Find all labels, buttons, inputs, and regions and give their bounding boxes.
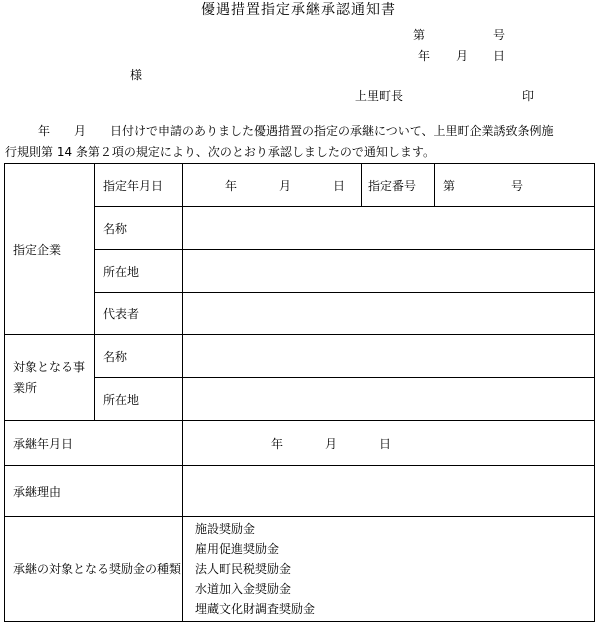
target-address-field[interactable] xyxy=(183,378,595,421)
succession-date-year: 年 xyxy=(271,436,284,451)
target-address-label: 所在地 xyxy=(95,378,183,421)
designated-company-label: 指定企業 xyxy=(5,164,95,335)
succession-reason-field[interactable] xyxy=(183,466,595,517)
incentive-item-water[interactable]: 水道加入金奨励金 xyxy=(195,582,292,596)
company-name-label: 名称 xyxy=(95,207,183,250)
succession-date-day: 日 xyxy=(379,436,392,451)
body-paragraph xyxy=(5,121,593,163)
designation-date-month: 月 xyxy=(279,178,292,193)
company-address-field[interactable] xyxy=(183,250,595,293)
designation-date-year: 年 xyxy=(225,178,238,193)
document-title: 優遇措置指定承継承認通知書 xyxy=(201,2,396,18)
company-address-label: 所在地 xyxy=(95,250,183,293)
body-line-1: 年 月 日付けで申請のありました優遇措置の指定の承継について、上里町企業誘致条例施 xyxy=(38,124,554,138)
designation-number-field[interactable] xyxy=(435,164,595,207)
doc-date-year: 年 xyxy=(418,49,431,63)
company-name-field[interactable] xyxy=(183,207,595,250)
designation-number-suffix: 号 xyxy=(511,178,524,193)
designation-date-field[interactable] xyxy=(183,164,362,207)
succession-form-table xyxy=(4,163,595,622)
incentive-item-facility[interactable]: 施設奨励金 xyxy=(195,522,256,536)
designation-number-prefix: 第 xyxy=(443,178,456,193)
doc-date-day: 日 xyxy=(493,49,506,63)
body-line-2: 行規則第 14 条第２項の規定により、次のとおり承認しましたので通知します。 xyxy=(5,145,435,159)
target-name-label: 名称 xyxy=(95,335,183,378)
representative-field[interactable] xyxy=(183,293,595,335)
designation-number-label: 指定番号 xyxy=(362,164,435,207)
succession-date-field[interactable] xyxy=(183,421,595,466)
addressee-suffix: 様 xyxy=(130,68,143,82)
seal-mark: 印 xyxy=(522,89,535,103)
incentive-item-cultural-survey[interactable]: 埋蔵文化財調査奨励金 xyxy=(195,602,316,616)
doc-date-month: 月 xyxy=(456,49,469,63)
incentive-item-corporate-tax[interactable]: 法人町民税奨励金 xyxy=(195,562,292,576)
target-name-field[interactable] xyxy=(183,335,595,378)
succession-date-label: 承継年月日 xyxy=(5,421,183,466)
doc-number-suffix: 号 xyxy=(493,28,506,42)
incentives-list xyxy=(183,519,594,619)
representative-label: 代表者 xyxy=(95,293,183,335)
incentives-label: 承継の対象となる奨励金の種類 xyxy=(5,517,183,622)
issuer-name: 上里町長 xyxy=(355,89,404,103)
designation-date-day: 日 xyxy=(333,178,346,193)
doc-number-prefix: 第 xyxy=(413,28,426,42)
incentive-item-employment[interactable]: 雇用促進奨励金 xyxy=(195,542,280,556)
designation-date-label: 指定年月日 xyxy=(95,164,183,207)
incentives-list-cell xyxy=(183,517,595,622)
succession-reason-label: 承継理由 xyxy=(5,466,183,517)
target-office-label: 対象となる事業所 xyxy=(5,335,95,421)
succession-date-month: 月 xyxy=(325,436,338,451)
